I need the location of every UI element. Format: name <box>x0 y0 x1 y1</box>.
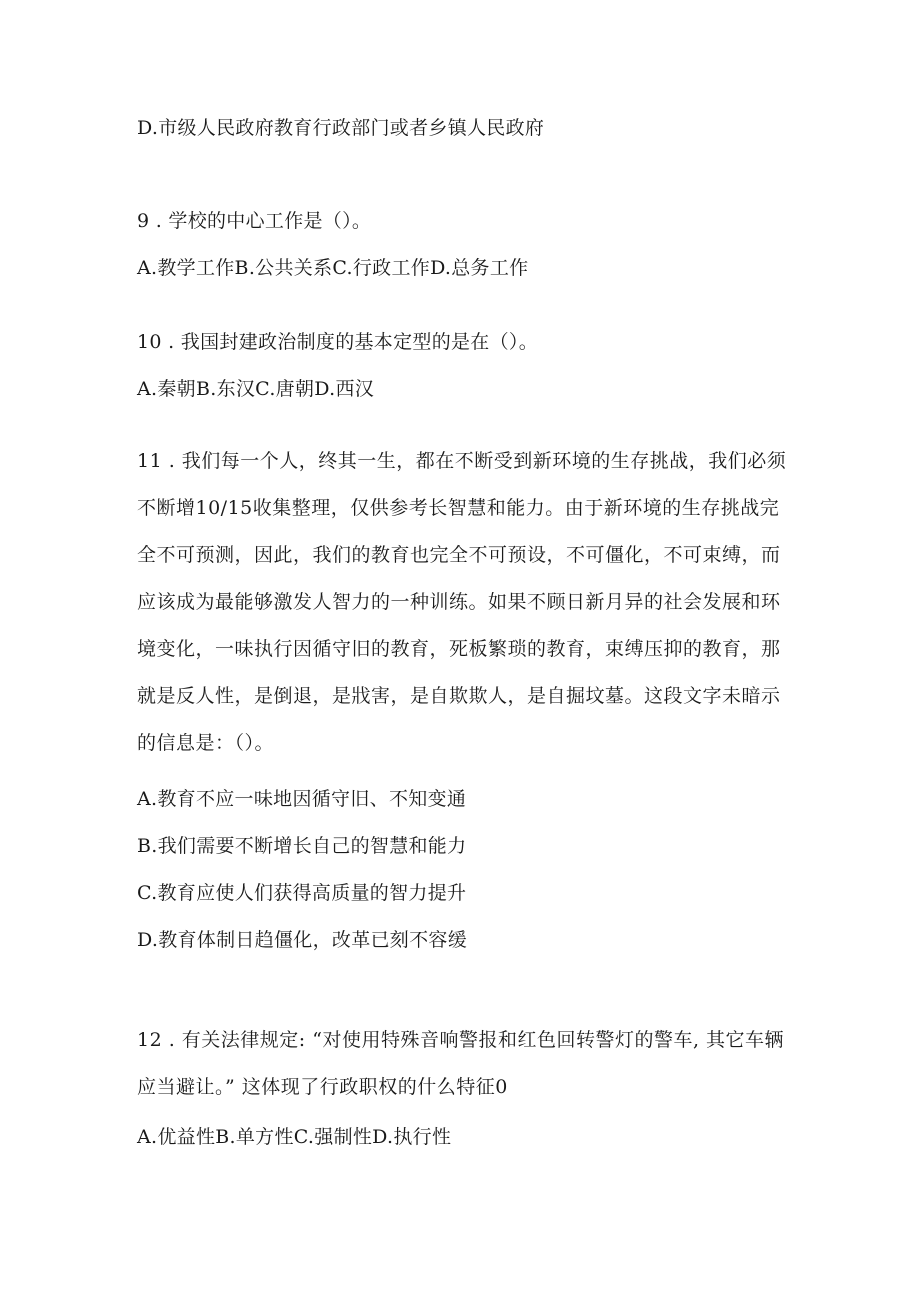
q11-option-a: A.教育不应一味地因循守旧、不知变通 <box>137 788 467 810</box>
q8-option-d: D.市级人民政府教育行政部门或者乡镇人民政府 <box>137 117 545 139</box>
q11-option-d: D.教育体制日趋僵化，改革已刻不容缓 <box>137 929 467 951</box>
q10-stem: 10 . 我国封建政治制度的基本定型的是在（）。 <box>137 331 538 353</box>
q9-stem: 9 . 学校的中心工作是（）。 <box>137 210 372 232</box>
q12-stem: 12 . 有关法律规定: “对使用特殊音响警报和红色回转警灯的警车, 其它车辆应当避让。” 这体现了行政职权的什么特征0 <box>137 1029 785 1098</box>
q11-option-b: B.我们需要不断增长自己的智慧和能力 <box>137 835 467 857</box>
q10-options: A.秦朝B.东汉C.唐朝D.西汉 <box>137 378 375 400</box>
q12-options: A.优益性B.单方性C.强制性D.执行性 <box>137 1126 452 1148</box>
q11-stem: 11 . 我们每一个人，终其一生，都在不断受到新环境的生存挑战，我们必须不断增10/15收集整理，仅供参考长智慧和能力。由于新环境的生存挑战完全不可预测，因此，我们的教育也完全不可预设，不可僵化，不可束缚，而应该成为最能够激发人智力的一种训练。如果不顾日新月异的社会发展和环境变化，一味执行因循守旧的教育，死板繁琐的教育，束缚压抑的教育，那就是反人性，是倒退，是戕害，是自欺欺人，是自掘坟墓。这段文字未暗示的信息是：（）。 <box>137 450 787 754</box>
q11-option-c: C.教育应使人们获得高质量的智力提升 <box>137 882 467 904</box>
q9-options: A.教学工作B.公共关系C.行政工作D.总务工作 <box>137 257 529 279</box>
